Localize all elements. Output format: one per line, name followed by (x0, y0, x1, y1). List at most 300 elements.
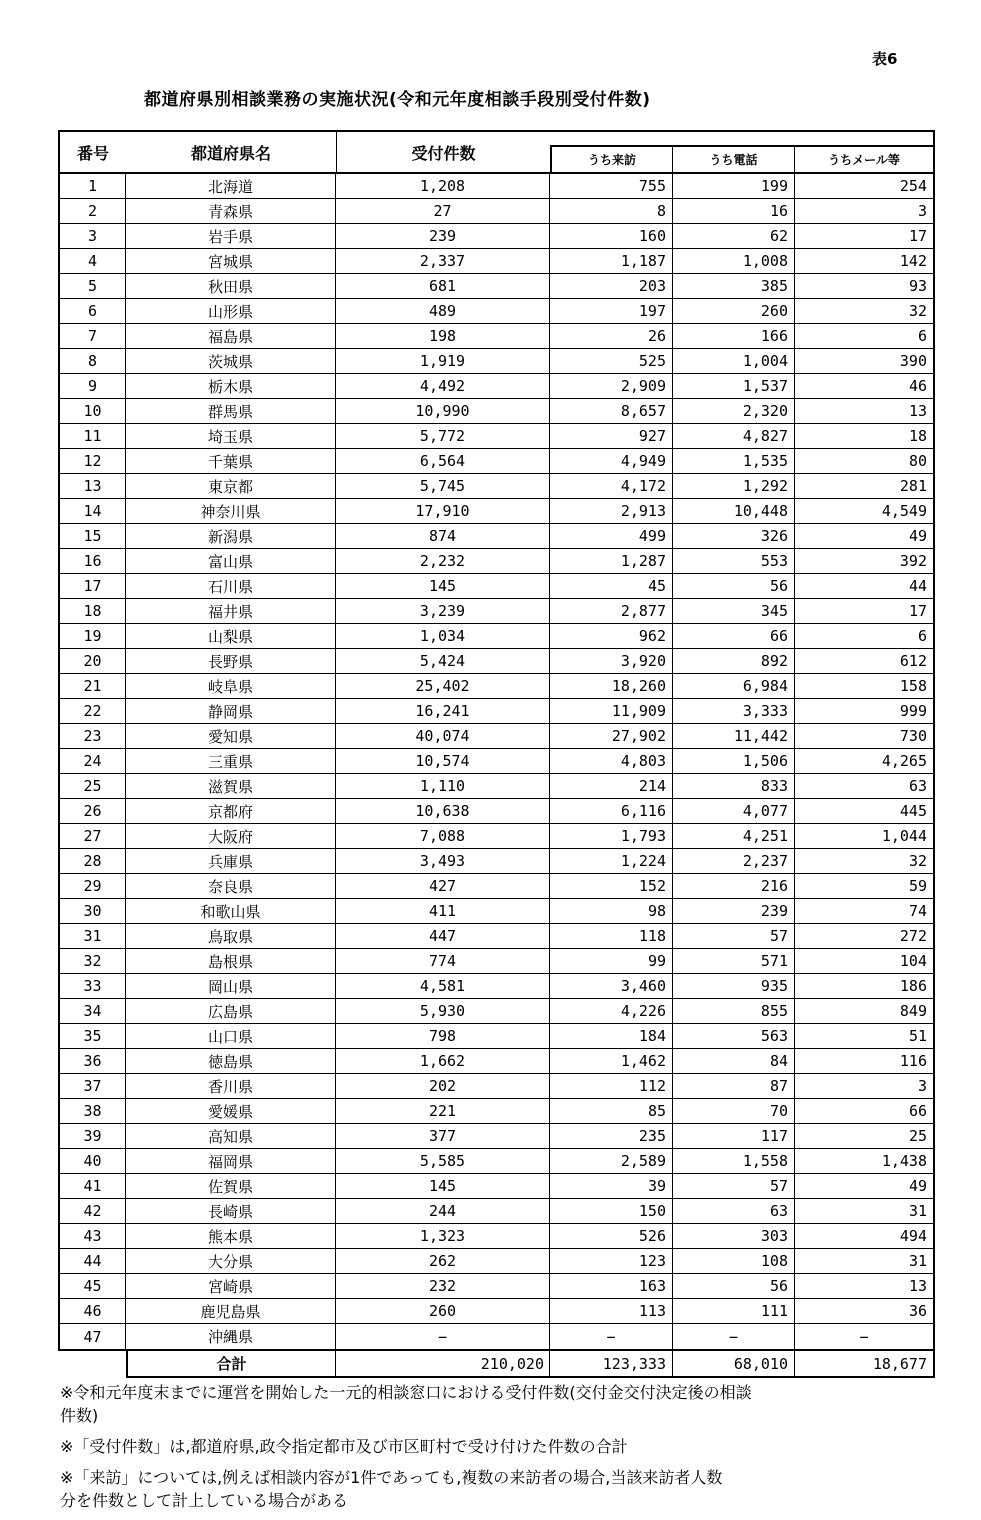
row-number: 28 (60, 849, 126, 873)
visit-count: 755 (550, 174, 673, 198)
visit-count: − (550, 1324, 673, 1349)
total-count: 10,638 (336, 799, 550, 823)
phone-count: 385 (673, 274, 795, 298)
phone-count: 260 (673, 299, 795, 323)
mail-count: 46 (908, 377, 927, 395)
mail-count: 4,265 (881, 752, 927, 770)
row-number: 43 (60, 1224, 126, 1248)
visit-count: 203 (550, 274, 673, 298)
prefecture-name: 新潟県 (126, 524, 336, 548)
mail-count: 31 (908, 1252, 927, 1270)
total-count: 202 (336, 1074, 550, 1098)
mail-count: 849 (899, 1002, 927, 1020)
total-count: 1,208 (336, 174, 550, 198)
visit-count: 4,803 (550, 749, 673, 773)
prefecture-name: 茨城県 (126, 349, 336, 373)
row-number: 39 (60, 1124, 126, 1148)
visit-count: 18,260 (550, 674, 673, 698)
mail-count: 13 (908, 402, 927, 420)
mail-count: 390 (899, 352, 927, 370)
mail-count: 49 (908, 1177, 927, 1195)
table-row (60, 1049, 933, 1074)
prefecture-name: 秋田県 (126, 274, 336, 298)
prefecture-name: 三重県 (126, 749, 336, 773)
total-count: 145 (336, 1174, 550, 1198)
table-row (60, 774, 933, 799)
total-count: 221 (336, 1099, 550, 1123)
total-count: 377 (336, 1124, 550, 1148)
total-count: 3,493 (336, 849, 550, 873)
table-row (60, 724, 933, 749)
table-number-label: 表6 (872, 50, 898, 68)
mail-count: 17 (908, 227, 927, 245)
mail-count: 612 (899, 652, 927, 670)
visit-count: 27,902 (550, 724, 673, 748)
header-mail: うちメール等 (828, 153, 900, 167)
total-count: 1,323 (336, 1224, 550, 1248)
visit-count: 118 (550, 924, 673, 948)
row-number: 1 (60, 174, 126, 198)
visit-count: 962 (550, 624, 673, 648)
row-number: 46 (60, 1299, 126, 1323)
total-mail-count: 18,677 (872, 1354, 927, 1373)
row-number: 27 (60, 824, 126, 848)
mail-count: 18 (908, 427, 927, 445)
table-row (60, 174, 933, 199)
row-number: 15 (60, 524, 126, 548)
phone-count: 855 (673, 999, 795, 1023)
total-count: 427 (336, 874, 550, 898)
mail-count: 32 (908, 852, 927, 870)
visit-count: 2,909 (550, 374, 673, 398)
table-row (60, 674, 933, 699)
phone-count: 66 (673, 624, 795, 648)
total-row (126, 1351, 935, 1378)
table-row (60, 424, 933, 449)
mail-count: 6 (917, 627, 927, 645)
prefecture-name: 埼玉県 (126, 424, 336, 448)
table-row (60, 349, 933, 374)
table-row (60, 499, 933, 524)
visit-count: 184 (550, 1024, 673, 1048)
prefecture-name: 鳥取県 (126, 924, 336, 948)
mail-count: 36 (908, 1302, 927, 1320)
phone-count: 4,827 (673, 424, 795, 448)
table-row (60, 1299, 933, 1324)
phone-count: 1,558 (673, 1149, 795, 1173)
prefecture-name: 岡山県 (126, 974, 336, 998)
visit-count: 4,226 (550, 999, 673, 1023)
row-number: 40 (60, 1149, 126, 1173)
row-number: 9 (60, 374, 126, 398)
mail-count: 17 (908, 602, 927, 620)
phone-count: 62 (673, 224, 795, 248)
prefecture-name: 和歌山県 (126, 899, 336, 923)
phone-count: 892 (673, 649, 795, 673)
total-count: 447 (336, 924, 550, 948)
mail-count: 142 (899, 252, 927, 270)
table-row (60, 1224, 933, 1249)
total-visit-count: 123,333 (550, 1351, 673, 1376)
total-count: 145 (336, 574, 550, 598)
prefecture-name: 富山県 (126, 549, 336, 573)
visit-count: 152 (550, 874, 673, 898)
phone-count: 16 (673, 199, 795, 223)
total-count: 5,585 (336, 1149, 550, 1173)
phone-count: 303 (673, 1224, 795, 1248)
visit-count: 214 (550, 774, 673, 798)
row-number: 8 (60, 349, 126, 373)
footnote-1-line-1: ※令和元年度末までに運営を開始した一元的相談窓口における受付件数(交付金交付決定後の相談 (60, 1383, 752, 1402)
table-row (60, 974, 933, 999)
footnote-2-line-1: ※「受付件数」は,都道府県,政令指定都市及び市区町村で受け付けた件数の合計 (60, 1437, 628, 1456)
header-visit: うち来訪 (552, 147, 673, 172)
row-number: 10 (60, 399, 126, 423)
table-row (60, 249, 933, 274)
mail-count: 730 (899, 727, 927, 745)
phone-count: 1,292 (673, 474, 795, 498)
row-number: 47 (60, 1324, 126, 1349)
mail-count: 3 (917, 1077, 927, 1095)
prefecture-name: 愛媛県 (126, 1099, 336, 1123)
phone-count: 117 (673, 1124, 795, 1148)
total-count: 262 (336, 1249, 550, 1273)
footnote-2 (60, 1435, 945, 1458)
visit-count: 26 (550, 324, 673, 348)
phone-count: 63 (673, 1199, 795, 1223)
phone-count: 833 (673, 774, 795, 798)
row-number: 38 (60, 1099, 126, 1123)
row-number: 13 (60, 474, 126, 498)
table-row (60, 1324, 933, 1349)
table-row (60, 199, 933, 224)
phone-count: 111 (673, 1299, 795, 1323)
phone-count: 166 (673, 324, 795, 348)
table-row (60, 524, 933, 549)
mail-count: 281 (899, 477, 927, 495)
phone-count: 563 (673, 1024, 795, 1048)
total-count: 232 (336, 1274, 550, 1298)
total-count: 3,239 (336, 599, 550, 623)
phone-count: 87 (673, 1074, 795, 1098)
table-row (60, 274, 933, 299)
visit-count: 99 (550, 949, 673, 973)
row-number: 23 (60, 724, 126, 748)
visit-count: 112 (550, 1074, 673, 1098)
visit-count: 1,187 (550, 249, 673, 273)
table-row (60, 874, 933, 899)
total-count: 10,574 (336, 749, 550, 773)
footnote-1 (60, 1381, 945, 1427)
phone-count: 4,077 (673, 799, 795, 823)
visit-count: 3,920 (550, 649, 673, 673)
total-count: 198 (336, 324, 550, 348)
mail-count: 80 (908, 452, 927, 470)
total-count: 681 (336, 274, 550, 298)
phone-count: 84 (673, 1049, 795, 1073)
visit-count: 123 (550, 1249, 673, 1273)
prefecture-name: 高知県 (126, 1124, 336, 1148)
visit-count: 11,909 (550, 699, 673, 723)
phone-count: 216 (673, 874, 795, 898)
mail-count: 494 (899, 1227, 927, 1245)
total-count: 1,034 (336, 624, 550, 648)
header-number: 番号 (76, 143, 109, 163)
phone-count: 70 (673, 1099, 795, 1123)
prefecture-name: 大阪府 (126, 824, 336, 848)
mail-count: 31 (908, 1202, 927, 1220)
row-number: 19 (60, 624, 126, 648)
prefecture-name: 沖縄県 (126, 1324, 336, 1349)
prefecture-name: 北海道 (126, 174, 336, 198)
row-number: 21 (60, 674, 126, 698)
row-number: 20 (60, 649, 126, 673)
table-row (60, 1249, 933, 1274)
mail-count: − (859, 1327, 869, 1346)
table-row (60, 1274, 933, 1299)
row-number: 17 (60, 574, 126, 598)
prefecture-name: 香川県 (126, 1074, 336, 1098)
mail-count: 158 (899, 677, 927, 695)
visit-count: 1,224 (550, 849, 673, 873)
page-title: 都道府県別相談業務の実施状況(令和元年度相談手段別受付件数) (144, 90, 651, 110)
table-row (60, 924, 933, 949)
visit-count: 6,116 (550, 799, 673, 823)
row-number: 5 (60, 274, 126, 298)
prefecture-name: 熊本県 (126, 1224, 336, 1248)
phone-count: 57 (673, 924, 795, 948)
phone-count: 345 (673, 599, 795, 623)
prefecture-name: 山口県 (126, 1024, 336, 1048)
total-count: 411 (336, 899, 550, 923)
table-row (60, 824, 933, 849)
row-number: 30 (60, 899, 126, 923)
table-row (60, 799, 933, 824)
table-row (60, 449, 933, 474)
row-number: 45 (60, 1274, 126, 1298)
row-number: 11 (60, 424, 126, 448)
phone-count: 1,506 (673, 749, 795, 773)
table-row (60, 899, 933, 924)
mail-count: 6 (917, 327, 927, 345)
total-count: 16,241 (336, 699, 550, 723)
phone-count: 935 (673, 974, 795, 998)
row-number: 2 (60, 199, 126, 223)
mail-count: 1,044 (881, 827, 927, 845)
table-row (60, 999, 933, 1024)
prefecture-name: 愛知県 (126, 724, 336, 748)
mail-count: 32 (908, 302, 927, 320)
row-number: 41 (60, 1174, 126, 1198)
total-count: 27 (336, 199, 550, 223)
phone-count: 326 (673, 524, 795, 548)
phone-count: 1,004 (673, 349, 795, 373)
visit-count: 235 (550, 1124, 673, 1148)
table-row (60, 749, 933, 774)
prefecture-name: 山梨県 (126, 624, 336, 648)
prefecture-name: 鹿児島県 (126, 1299, 336, 1323)
row-number: 31 (60, 924, 126, 948)
total-label: 合計 (128, 1351, 336, 1376)
phone-count: 199 (673, 174, 795, 198)
table-row (60, 624, 933, 649)
row-number: 25 (60, 774, 126, 798)
visit-count: 98 (550, 899, 673, 923)
phone-count: 3,333 (673, 699, 795, 723)
mail-count: 66 (908, 1102, 927, 1120)
visit-count: 4,949 (550, 449, 673, 473)
total-count: 4,492 (336, 374, 550, 398)
table-row (60, 399, 933, 424)
mail-count: 116 (899, 1052, 927, 1070)
row-number: 34 (60, 999, 126, 1023)
prefecture-name: 岐阜県 (126, 674, 336, 698)
table-row (60, 374, 933, 399)
phone-count: 6,984 (673, 674, 795, 698)
table-row (60, 224, 933, 249)
phone-count: 56 (673, 574, 795, 598)
phone-count: 239 (673, 899, 795, 923)
visit-count: 45 (550, 574, 673, 598)
mail-count: 186 (899, 977, 927, 995)
table-body (58, 174, 935, 1351)
footnotes (60, 1381, 945, 1520)
prefecture-name: 佐賀県 (126, 1174, 336, 1198)
visit-count: 8 (550, 199, 673, 223)
grand-total-count: 210,020 (336, 1351, 550, 1376)
row-number: 3 (60, 224, 126, 248)
mail-count: 63 (908, 777, 927, 795)
mail-count: 254 (899, 177, 927, 195)
visit-count: 2,589 (550, 1149, 673, 1173)
mail-count: 74 (908, 902, 927, 920)
mail-count: 999 (899, 702, 927, 720)
total-count: 5,930 (336, 999, 550, 1023)
visit-count: 1,793 (550, 824, 673, 848)
row-number: 44 (60, 1249, 126, 1273)
visit-count: 8,657 (550, 399, 673, 423)
total-count: 1,662 (336, 1049, 550, 1073)
mail-count: 4,549 (881, 502, 927, 520)
visit-count: 4,172 (550, 474, 673, 498)
row-number: 26 (60, 799, 126, 823)
phone-count: 2,237 (673, 849, 795, 873)
phone-count: 108 (673, 1249, 795, 1273)
table-row (60, 849, 933, 874)
prefecture-name: 群馬県 (126, 399, 336, 423)
table-row (60, 949, 933, 974)
phone-count: 553 (673, 549, 795, 573)
table-row (60, 599, 933, 624)
phone-count: 1,537 (673, 374, 795, 398)
mail-count: 93 (908, 277, 927, 295)
visit-count: 1,462 (550, 1049, 673, 1073)
header-phone: うち電話 (673, 147, 795, 172)
visit-count: 526 (550, 1224, 673, 1248)
row-number: 7 (60, 324, 126, 348)
footnote-1-line-2: 件数) (60, 1406, 99, 1425)
mail-count: 44 (908, 577, 927, 595)
prefecture-table (58, 130, 935, 1378)
prefecture-name: 広島県 (126, 999, 336, 1023)
row-number: 4 (60, 249, 126, 273)
total-count: 874 (336, 524, 550, 548)
row-number: 22 (60, 699, 126, 723)
visit-count: 2,913 (550, 499, 673, 523)
visit-count: 113 (550, 1299, 673, 1323)
total-count: 798 (336, 1024, 550, 1048)
visit-count: 927 (550, 424, 673, 448)
prefecture-name: 福島県 (126, 324, 336, 348)
prefecture-name: 長崎県 (126, 1199, 336, 1223)
row-number: 36 (60, 1049, 126, 1073)
mail-count: 51 (908, 1027, 927, 1045)
table-row (60, 1149, 933, 1174)
footnote-3 (60, 1466, 945, 1512)
table-row (60, 574, 933, 599)
visit-count: 1,287 (550, 549, 673, 573)
visit-count: 85 (550, 1099, 673, 1123)
table-row (60, 1024, 933, 1049)
row-number: 16 (60, 549, 126, 573)
mail-count: 104 (899, 952, 927, 970)
visit-count: 499 (550, 524, 673, 548)
row-number: 29 (60, 874, 126, 898)
table-row (60, 1174, 933, 1199)
mail-count: 49 (908, 527, 927, 545)
prefecture-name: 島根県 (126, 949, 336, 973)
prefecture-name: 山形県 (126, 299, 336, 323)
prefecture-name: 長野県 (126, 649, 336, 673)
table-row (60, 1124, 933, 1149)
table-row (60, 649, 933, 674)
prefecture-name: 宮城県 (126, 249, 336, 273)
total-count: 5,772 (336, 424, 550, 448)
row-number: 32 (60, 949, 126, 973)
total-count: 489 (336, 299, 550, 323)
total-count: 25,402 (336, 674, 550, 698)
visit-count: 525 (550, 349, 673, 373)
mail-count: 272 (899, 927, 927, 945)
phone-count: 56 (673, 1274, 795, 1298)
row-number: 24 (60, 749, 126, 773)
phone-count: − (673, 1324, 795, 1349)
prefecture-name: 岩手県 (126, 224, 336, 248)
mail-count: 3 (917, 202, 927, 220)
table-row (60, 324, 933, 349)
total-count: 1,110 (336, 774, 550, 798)
total-count: 17,910 (336, 499, 550, 523)
mail-count: 445 (899, 802, 927, 820)
total-count: 244 (336, 1199, 550, 1223)
prefecture-name: 滋賀県 (126, 774, 336, 798)
prefecture-name: 神奈川県 (126, 499, 336, 523)
table-row (60, 1074, 933, 1099)
mail-count: 392 (899, 552, 927, 570)
total-count: 260 (336, 1299, 550, 1323)
total-count: 774 (336, 949, 550, 973)
row-number: 12 (60, 449, 126, 473)
row-number: 6 (60, 299, 126, 323)
visit-count: 2,877 (550, 599, 673, 623)
header-prefecture: 都道府県名 (190, 143, 271, 163)
total-count: 10,990 (336, 399, 550, 423)
phone-count: 571 (673, 949, 795, 973)
table-row (60, 699, 933, 724)
mail-count: 1,438 (881, 1152, 927, 1170)
table-row (60, 1099, 933, 1124)
total-count: 5,745 (336, 474, 550, 498)
